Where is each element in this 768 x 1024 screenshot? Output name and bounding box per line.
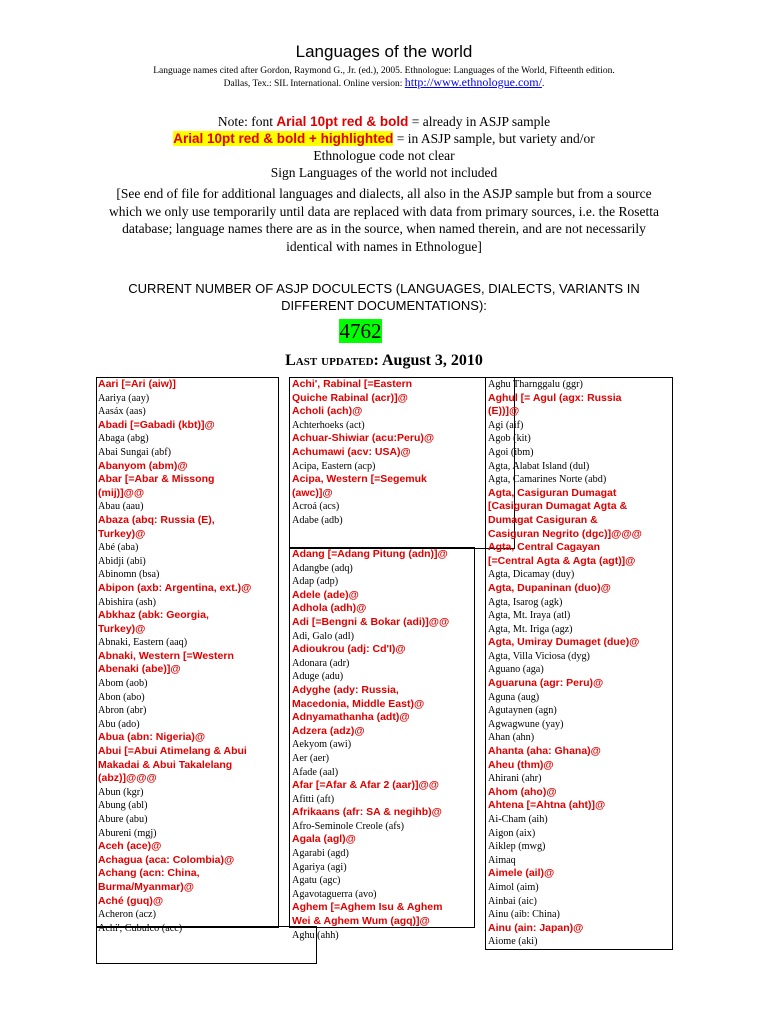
- language-entry: Abishira (ash): [98, 596, 156, 608]
- legend-line1-a: Note: font: [217, 114, 277, 129]
- language-entry: [=Central Agta & Agta (agt)]@: [488, 554, 636, 567]
- language-entry: Abinomn (bsa): [98, 569, 160, 581]
- legend-line3: Ethnologue code not clear: [313, 148, 455, 163]
- language-entry: Macedonia, Middle East)@: [292, 697, 425, 710]
- language-entry: Agta, Casiguran Dumagat: [488, 486, 617, 499]
- language-entry: Agob (kit): [488, 433, 531, 445]
- language-column-2-top: [292, 378, 434, 528]
- language-entry: Agavotaguerra (avo): [292, 888, 377, 900]
- language-entry: Agarabi (agd): [292, 848, 349, 860]
- language-entry: Aariya (aay): [98, 392, 150, 404]
- citation-end: .: [541, 79, 545, 89]
- language-entry: Abaga (abg): [98, 433, 149, 445]
- language-entry: Abnaki, Western [=Western: [98, 649, 234, 662]
- language-entry: Abar [=Abar & Missong: [98, 473, 215, 486]
- legend-highlight-sample: Arial 10pt red & bold + highlighted: [173, 131, 394, 146]
- language-entry: Aguna (aug): [488, 691, 540, 703]
- language-entry: (mij)]@@: [98, 486, 145, 499]
- language-entry: Abua (abn: Nigeria)@: [98, 731, 206, 744]
- language-entry: Adang [=Adang Pitung (adn)]@: [292, 548, 448, 560]
- language-entry: Ai-Cham (aih): [488, 814, 548, 825]
- language-entry: Adzera (adz)@: [292, 724, 365, 737]
- language-entry: Agta, Dupaninan (duo)@: [488, 581, 611, 594]
- last-updated-label: Last updated:: [285, 352, 379, 369]
- language-entry: Ainu (ain: Japan)@: [488, 921, 584, 934]
- language-entry: Achagua (aca: Colombia)@: [98, 853, 235, 866]
- language-entry: Turkey)@: [98, 527, 146, 540]
- language-entry: Afar [=Afar & Afar 2 (aar)]@@: [292, 779, 439, 792]
- language-entry: Afro-Seminole Creole (afs): [292, 820, 405, 832]
- language-entry: Agala (agl)@: [292, 833, 356, 846]
- language-entry: Abui [=Abui Atimelang & Abui: [98, 745, 247, 758]
- language-entry: Afrikaans (afr: SA & negihb)@: [292, 806, 442, 819]
- language-entry: Ahom (aho)@: [488, 785, 557, 798]
- language-entry: Aché (guq)@: [98, 894, 164, 907]
- language-entry: Achang (acn: China,: [98, 867, 200, 880]
- language-entry: Afitti (aft): [292, 793, 335, 805]
- language-entry: Adonara (adr): [292, 657, 350, 669]
- font-legend: [0, 113, 768, 181]
- language-entry: Agta, Alabat Island (dul): [488, 460, 590, 472]
- language-entry: Abnaki, Eastern (aaq): [98, 637, 188, 649]
- language-entry: Abon (abo): [98, 691, 145, 703]
- language-entry: [Casiguran Dumagat Agta &: [488, 500, 628, 513]
- language-entry: Acheron (acz): [98, 909, 156, 921]
- language-entry: Abkhaz (abk: Georgia,: [98, 609, 209, 622]
- language-entry: Abipon (axb: Argentina, ext.)@: [98, 581, 252, 594]
- language-entry: Adhola (adh)@: [292, 602, 367, 615]
- language-entry: Adangbe (adq): [292, 562, 353, 574]
- language-entry: Wei & Aghem Wum (agq)]@: [292, 915, 430, 928]
- language-entry: Ahan (ahn): [488, 732, 535, 744]
- language-entry: Acroá (acs): [292, 501, 340, 513]
- language-entry: Agariya (agi): [292, 861, 347, 873]
- language-entry: Aimol (aim): [488, 881, 539, 893]
- ethnologue-link[interactable]: http://www.ethnologue.com/: [404, 75, 542, 89]
- last-updated: [0, 352, 768, 370]
- language-entry: Adabe (adb): [292, 514, 343, 526]
- legend-line1-b: = already in ASJP sample: [408, 114, 551, 129]
- language-entry: Afade (aal): [292, 766, 339, 778]
- language-entry: Adioukrou (adj: Cd'I)@: [292, 643, 406, 656]
- language-entry: Abu (ado): [98, 718, 140, 730]
- language-entry: Abai Sungai (abf): [98, 446, 171, 458]
- language-entry: Aiome (aki): [488, 936, 538, 948]
- language-entry: Abung (abl): [98, 800, 148, 812]
- language-entry: Aimele (ail)@: [488, 867, 555, 880]
- language-entry: Abun (kgr): [98, 786, 144, 798]
- language-entry: Aer (aer): [292, 752, 330, 764]
- language-column-1: [98, 378, 251, 935]
- language-entry: Aari [=Ari (aiw)]: [98, 378, 176, 390]
- language-entry: Agta, Dicamay (duy): [488, 569, 575, 581]
- language-entry: Aasáx (aas): [98, 406, 146, 418]
- language-entry: Achuar-Shiwiar (acu:Peru)@: [292, 432, 435, 445]
- legend-line4: Sign Languages of the world not included: [270, 165, 498, 180]
- language-entry: Abidji (abi): [98, 555, 146, 567]
- language-entry: Agta, Isarog (agk): [488, 596, 563, 608]
- language-entry: Abenaki (abe)]@: [98, 663, 181, 676]
- language-entry: (E))]@: [488, 405, 520, 418]
- language-entry: Aghu Tharnggalu (ggr): [488, 379, 583, 390]
- language-entry: Agta, Central Cagayan: [488, 541, 601, 554]
- language-entry: Turkey)@: [98, 622, 146, 635]
- language-entry: Acipa, Eastern (acp): [292, 460, 376, 472]
- language-entry: Aghem [=Aghem Isu & Aghem: [292, 901, 443, 914]
- language-entry: Abanyom (abm)@: [98, 459, 188, 472]
- language-entry: Aiklep (mwg): [488, 841, 546, 853]
- language-entry: Abé (aba): [98, 542, 139, 554]
- language-entry: Abadi [=Gabadi (kbt)]@: [98, 418, 215, 431]
- doculect-count: 4762: [339, 319, 382, 343]
- language-entry: Acholi (ach)@: [292, 405, 363, 418]
- language-entry: Agi (aif): [488, 419, 524, 431]
- language-entry: Adap (adp): [292, 576, 339, 588]
- language-entry: Aguaruna (agr: Peru)@: [488, 677, 604, 690]
- language-entry: Agta, Umiray Dumaget (due)@: [488, 636, 640, 649]
- language-column-3: [488, 378, 642, 949]
- language-entry: Achumawi (acv: USA)@: [292, 445, 411, 458]
- language-entry: Abureni (mgj): [98, 827, 157, 839]
- language-entry: Casiguran Negrito (dgc)]@@@: [488, 527, 642, 540]
- language-entry: Quiche Rabinal (acr)]@: [292, 391, 408, 404]
- language-entry: Aceh (ace)@: [98, 840, 162, 853]
- citation-line-2: Dallas, Tex.: SIL International. Online version:: [223, 79, 405, 89]
- language-entry: Agta, Camarines Norte (abd): [488, 474, 607, 486]
- language-entry: Makadai & Abui Takalelang: [98, 758, 233, 771]
- language-entry: Abure (abu): [98, 814, 148, 825]
- language-entry: Agoi (ibm): [488, 446, 534, 458]
- citation: [150, 66, 618, 90]
- language-entry: Abaza (abq: Russia (E),: [98, 513, 215, 526]
- language-entry: Aduge (adu): [292, 671, 344, 683]
- language-entry: Agta, Mt. Iraya (atl): [488, 610, 571, 622]
- language-entry: Aekyom (awi): [292, 739, 352, 751]
- language-entry: Ahtena [=Ahtna (aht)]@: [488, 799, 606, 812]
- language-entry: Adi, Galo (adl): [292, 630, 354, 642]
- language-entry: Ainbai (aic): [488, 895, 537, 907]
- language-entry: Achterhoeks (act): [292, 419, 365, 431]
- language-entry: Agwagwune (yay): [488, 718, 564, 730]
- language-entry: Abom (aob): [98, 678, 148, 690]
- doculect-count-heading: CURRENT NUMBER OF ASJP DOCULECTS (LANGUAGES, DIALECTS, VARIANTS IN DIFFERENT DOCUMENTATIONS):: [128, 281, 640, 313]
- language-entry: Dumagat Casiguran &: [488, 513, 598, 526]
- page-title: Languages of the world: [295, 42, 473, 61]
- language-entry: Aimaq: [488, 854, 516, 866]
- language-entry: Aigon (aix): [488, 827, 536, 839]
- language-entry: Aguano (aga): [488, 664, 544, 676]
- language-entry: Adi [=Bengni & Bokar (adi)]@@: [292, 615, 450, 628]
- language-entry: Adnyamathanha (adt)@: [292, 711, 410, 724]
- language-entry: (abz)]@@@: [98, 772, 157, 785]
- language-entry: Achi', Cubulco (acc): [98, 922, 183, 934]
- language-entry: Ahanta (aha: Ghana)@: [488, 745, 601, 758]
- language-entry: Ahirani (ahr): [488, 773, 542, 785]
- language-entry: Agutaynen (agn): [488, 705, 557, 717]
- language-entry: Abau (aau): [98, 501, 144, 513]
- last-updated-date: August 3, 2010: [381, 352, 483, 369]
- legend-red-sample: Arial 10pt red & bold: [276, 114, 409, 129]
- language-entry: Burma/Myanmar)@: [98, 880, 195, 893]
- language-entry: Agta, Villa Viciosa (dyg): [488, 650, 590, 662]
- language-entry: Agatu (agc): [292, 875, 341, 887]
- language-entry: Achi', Rabinal [=Eastern: [292, 378, 413, 390]
- language-entry: Abron (abr): [98, 705, 147, 717]
- language-entry: Acipa, Western [=Segemuk: [292, 473, 427, 486]
- language-entry: (awc)]@: [292, 486, 333, 499]
- language-entry: Ainu (aib: China): [488, 909, 560, 921]
- see-end-note: [See end of file for additional languages and dialects, all also in the ASJP sample but from a source which we only use temporarily until data are replaced with data from primary sources, i.e. the Rosetta database; language names there are as in the source, when named therein, and are not necessarily identical with names in Ethnologue]: [109, 186, 659, 254]
- language-entry: Adyghe (ady: Russia,: [292, 683, 399, 696]
- language-entry: Aghu (ahh): [292, 929, 339, 941]
- language-entry: Agta, Mt. Iriga (agz): [488, 623, 573, 635]
- citation-line-1: Language names cited after Gordon, Raymond G., Jr. (ed.), 2005. Ethnologue: Languages of the World, Fifteenth edition.: [153, 66, 615, 76]
- language-entry: Adele (ade)@: [292, 588, 359, 601]
- language-entry: Aghul [= Agul (agx: Russia: [488, 391, 622, 404]
- language-entry: Aheu (thm)@: [488, 758, 554, 771]
- legend-line2-b: = in ASJP sample, but variety and/or: [393, 131, 595, 146]
- language-column-2: [292, 548, 449, 942]
